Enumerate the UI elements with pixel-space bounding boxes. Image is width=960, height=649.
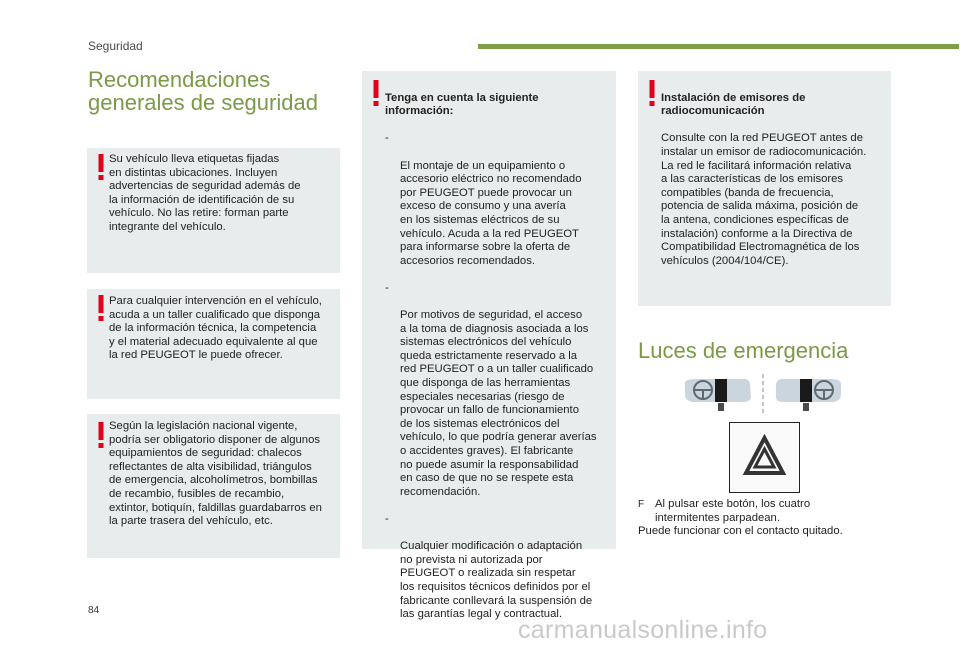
accessories-heading: Tenga en cuenta la siguiente información: xyxy=(385,91,539,118)
right-hand-drive-dashboard xyxy=(776,379,841,411)
dash-bullet: - xyxy=(385,513,389,525)
dashboard-illustration xyxy=(683,370,843,416)
warning-box-labels xyxy=(87,148,340,273)
hazard-instruction xyxy=(638,498,888,539)
list-item-text: El montaje de un equipamiento o accesorio eléctrico no recomendado por PEUGEOT puede provocar un exceso de consumo y una avería en los sistemas eléctricos de su vehículo. Acuda a la red PEUGEOT para informarse sobre la oferta de accesorios recomendados. xyxy=(400,159,582,267)
warning-box-radio xyxy=(638,71,891,306)
warning-box-legislation xyxy=(87,414,340,558)
hazard-lights-title: Luces de emergencia xyxy=(638,338,849,363)
dash-bullet: - xyxy=(385,132,389,145)
left-hand-drive-dashboard xyxy=(685,379,751,411)
section-rule xyxy=(478,44,959,49)
warning-exclamation-icon xyxy=(372,80,380,106)
page-number: 84 xyxy=(88,605,100,616)
list-item xyxy=(385,282,613,500)
workshop-warning-text: Para cualquier intervención en el vehículo, acuda a un taller cualificado que disponga de la información técnica, la competencia y el material adecuado equivalente al que la red PEUGEOT le puede ofrecer. xyxy=(109,295,322,362)
bullet-icon: F xyxy=(638,499,645,510)
dash-bullet: - xyxy=(385,281,389,294)
labels-warning-text: Su vehículo lleva etiquetas fijadas en distintas ubicaciones. Incluyen advertencias de seguridad además de la información de identificación de su vehículo. No las retire: forman parte integrante del vehículo. xyxy=(109,153,301,233)
radio-heading: Instalación de emisores de radiocomunicación xyxy=(661,91,806,118)
warning-exclamation-icon xyxy=(97,295,105,321)
legislation-warning-text: Según la legislación nacional vigente, podría ser obligatorio disponer de algunos equipamientos de seguridad: chalecos reflectantes de alta visibilidad, triángulos de emergencia, alcoholímetros, bombillas de recambio, fusibles de recambio, extintor, botiquín, faldillas guardabarros en la parte trasera del vehículo, etc. xyxy=(109,420,322,528)
hazard-button-icon xyxy=(729,422,800,493)
page-title xyxy=(88,68,318,114)
list-item-text: Cualquier modificación o adaptación no prevista ni autorizada por PEUGEOT o realizada sin respetar los requisitos técnicos definidos por el fabricante conllevará la suspensión de las garantías legal y contractual. xyxy=(400,540,593,621)
warning-exclamation-icon xyxy=(648,80,656,106)
page-title-line1: Recomendaciones xyxy=(88,67,271,92)
hazard-note: Puede funcionar con el contacto quitado. xyxy=(638,525,843,538)
page-title-line2: generales de seguridad xyxy=(88,90,318,115)
section-label: Seguridad xyxy=(88,39,143,53)
list-item xyxy=(385,132,613,268)
radio-warning-text xyxy=(661,78,889,282)
warning-exclamation-icon xyxy=(97,154,105,180)
warning-box-accessories xyxy=(362,71,616,621)
accessories-warning-text xyxy=(385,78,613,635)
list-item-text: Por motivos de seguridad, el acceso a la toma de diagnosis asociada a los sistemas electrónicos del vehículo queda estrictamente reservado a la red PEUGEOT o a un taller cualificado que disponga de las herramientas especiales necesarias (riesgo de provocar un fallo de funcionamiento de los sistemas electrónicos del vehículo, lo que podría generar averías o accidentes graves). El fabricante no puede asumir la responsabilidad en caso de que no se respete esta recomendación. xyxy=(400,309,597,498)
watermark: carmanualsonline.info xyxy=(518,616,768,644)
radio-body: Consulte con la red PEUGEOT antes de instalar un emisor de radiocomunicación. La red le facilitará información relativa a las características de los emisores compatibles (banda de frecuencia, potencia de salida máxima, posición de la antena, condiciones específicas de instalación) conforme a la Directiva de Compatibilidad Electromagnética de los vehículos (2004/104/CE). xyxy=(661,132,867,267)
warning-exclamation-icon xyxy=(97,422,105,448)
hazard-instruction-text: Al pulsar este botón, los cuatro intermitentes parpadean. xyxy=(655,498,811,524)
list-item xyxy=(385,513,613,622)
warning-box-workshop xyxy=(87,289,340,399)
